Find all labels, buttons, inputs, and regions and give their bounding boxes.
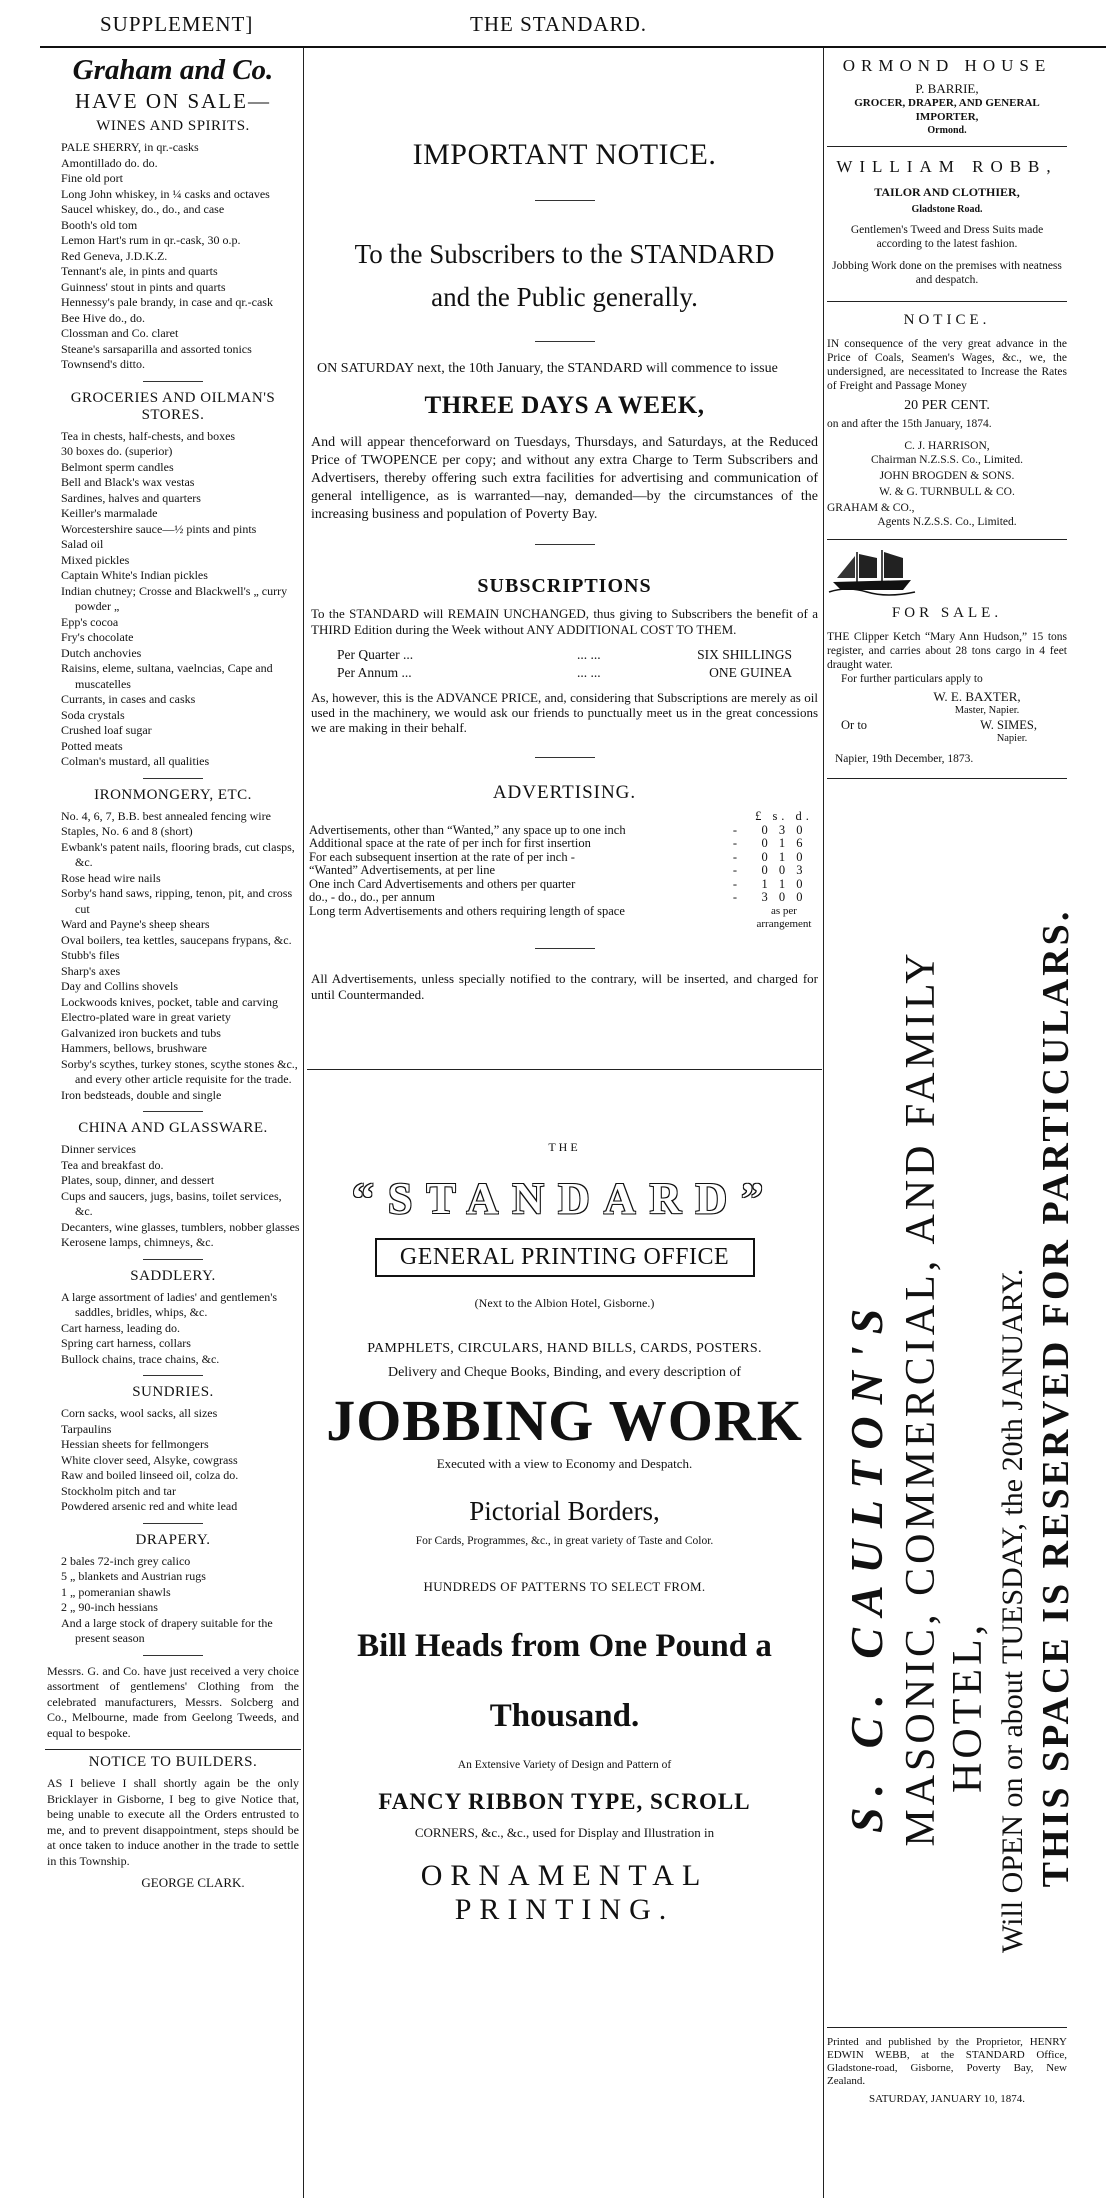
list-item: Fry's chocolate [61, 630, 134, 644]
list-item: Potted meats [61, 738, 123, 753]
list-item: Corn sacks, wool sacks, all sizes [61, 1406, 218, 1420]
fancy-ribbon-type-heading: FANCY RIBBON TYPE, SCROLL [378, 1788, 751, 1814]
subscribers-line-2: and the Public generally. [431, 282, 698, 312]
right-column [827, 48, 1077, 2178]
supplement-label: SUPPLEMENT] [100, 12, 254, 36]
builders-text: AS I believe I shall shortly again be the only Bricklayer in Gisborne, I beg to give Notice that, being unable to execute all the Orders entrusted to me, and to prevent disappointment, steps should be at once taken to induce another in the trade to settle in this Township. [47, 1776, 299, 1868]
robb-trade: TAILOR AND CLOTHIER, [874, 185, 1020, 199]
table-row: Additional space at the rate of per inch for first insertion - 0 1 6 [309, 836, 807, 850]
robb-line-2: Jobbing Work done on the premises with neatness and despatch. [832, 260, 1062, 286]
divider [535, 544, 595, 545]
list-item: Tarpaulins [61, 1421, 112, 1436]
hotel-word: HOTEL, [945, 1620, 991, 1793]
list-item: And a large stock of drapery suitable for the present season [61, 1615, 273, 1645]
ironmongery-list [45, 809, 301, 1104]
divider [143, 1259, 203, 1260]
robb-place: Gladstone Road. [911, 204, 983, 215]
for-sale-text: THE Clipper Ketch “Mary Ann Hudson,” 15 tons register, and carries about 28 tons cargo in 4 feet draught water. [827, 631, 1067, 671]
list-item: Long John whiskey, in ¼ casks and octaves [61, 186, 270, 201]
list-item: Steane's sarsaparilla and assorted tonics [61, 341, 252, 356]
hotel-name: MASONIC, COMMERCIAL, AND FAMILY [898, 949, 944, 1847]
list-item: Sorby's hand saws, ripping, tenon, pit, and cross cut [61, 886, 293, 916]
list-item: Electro-plated ware in great variety [61, 1010, 231, 1024]
advertising-rates-table [309, 810, 820, 932]
list-item: 2 „ 90-inch hessians [61, 1600, 158, 1614]
divider [45, 1749, 301, 1750]
list-item: Stubb's files [61, 948, 120, 962]
three-days-heading: THREE DAYS A WEEK, [424, 392, 705, 419]
notice-signatory: GRAHAM & CO., [827, 502, 915, 514]
price-row: Per Quarter ... ... ... SIX SHILLINGS [337, 647, 792, 662]
pictorial-borders-heading: Pictorial Borders, [469, 1495, 660, 1526]
for-sale-date: Napier, 19th December, 1873. [835, 753, 974, 765]
list-item: Bullock chains, trace chains, &c. [61, 1351, 220, 1366]
advertising-heading: ADVERTISING. [492, 782, 637, 803]
list-item: Belmont sperm candles [61, 459, 174, 474]
list-item: 30 boxes do. (superior) [61, 444, 173, 458]
notice-signatory-role: Agents N.Z.S.S. Co., Limited. [877, 516, 1017, 528]
list-item: Sardines, halves and quarters [61, 490, 201, 505]
pamphlets-line: PAMPHLETS, CIRCULARS, HAND BILLS, CARDS, POSTERS. [367, 1340, 762, 1356]
list-item: A large assortment of ladies' and gentlemen's saddles, bridles, whips, &c. [61, 1289, 278, 1319]
saturday-notice: ON SATURDAY next, the 10th January, the STANDARD will commence to issue [317, 361, 778, 376]
list-item: Stockholm pitch and tar [61, 1483, 176, 1498]
divider [827, 146, 1067, 147]
list-item: Lockwoods knives, pocket, table and carving [61, 994, 278, 1009]
list-item: Bell and Black's wax vestas [61, 475, 195, 489]
list-item: Hessian sheets for fellmongers [61, 1437, 209, 1451]
important-notice-title: IMPORTANT NOTICE. [412, 138, 717, 171]
center-column [307, 48, 822, 2178]
for-sale-ad [827, 540, 1067, 766]
imprint-text: Printed and published by the Proprietor, HENRY EDWIN WEBB, at the STANDARD Office, Gladstone-road, Gisborne, Poverty Bay, New Zealand. [827, 2036, 1067, 2087]
price-row: Per Annum ... ... ... ONE GUINEA [337, 665, 792, 680]
list-item: Dutch anchovies [61, 645, 142, 660]
list-item: Lemon Hart's rum in qr.-cask, 30 o.p. [61, 233, 241, 247]
list-item: Rose head wire nails [61, 870, 161, 885]
list-item: Sharp's axes [61, 963, 121, 978]
corners-line: CORNERS, &c., &c., used for Display and Illustration in [414, 1824, 715, 1840]
list-item: Sorby's scythes, turkey stones, scythe stones &c., and every other article requisite for the trade. [61, 1056, 298, 1086]
saddlery-heading: SADDLERY. [130, 1267, 216, 1284]
list-item: Worcestershire sauce—½ pints and pints [61, 521, 257, 536]
freight-notice-ad [827, 312, 1067, 529]
divider [143, 1111, 203, 1112]
subscriptions-heading: SUBSCRIPTIONS [477, 575, 652, 597]
notice-title: NOTICE. [903, 312, 991, 328]
imprint-date: SATURDAY, JANUARY 10, 1874. [868, 2093, 1026, 2105]
drapery-list [45, 1554, 301, 1647]
divider [535, 948, 595, 949]
general-printing-office-banner: GENERAL PRINTING OFFICE [375, 1238, 755, 1277]
list-item: Cart harness, leading do. [61, 1320, 180, 1335]
notice-signatory: W. & G. TURNBULL & CO. [879, 486, 1015, 498]
list-item: Oval boilers, tea kettles, saucepans frypans, &c. [61, 932, 292, 947]
ironmongery-heading: IRONMONGERY, ETC. [94, 786, 252, 803]
divider [143, 1523, 203, 1524]
hundreds-line: HUNDREDS OF PATTERNS TO SELECT FROM. [423, 1578, 706, 1594]
ormond-house-ad [827, 56, 1067, 138]
notice-signatory: C. J. HARRISON, [904, 440, 990, 452]
price-list [337, 646, 792, 682]
table-header: £ s. d. [755, 809, 813, 823]
table-row: One inch Card Advertisements and others per quarter - 1 1 0 [309, 876, 807, 891]
divider [143, 778, 203, 779]
list-item: Salad oil [61, 537, 104, 551]
list-item: Decanters, wine glasses, tumblers, nobber glasses [61, 1219, 300, 1234]
wines-list [45, 140, 301, 373]
list-item: Raw and boiled linseed oil, colza do. [61, 1468, 239, 1482]
notice-text: IN consequence of the very great advance in the Price of Coals, Seamen's Wages, &c., we, the undersigned, are necessitated to Increase the Rates of Freight and Passage Money [827, 338, 1067, 392]
list-item: White clover seed, Alsyke, cowgrass [61, 1452, 238, 1467]
list-item: No. 4, 6, 7, B.B. best annealed fencing wire [61, 808, 271, 823]
paper-title: THE STANDARD. [470, 12, 647, 36]
advance-price-paragraph: As, however, this is the ADVANCE PRICE, and, considering that Subscriptions are merely as oil used in the machinery, we would ask our friends to punctually meet us in the great concessions we are making in their behalf. [311, 690, 818, 735]
frequency-paragraph: And will appear thenceforward on Tuesdays, Thursdays, and Saturdays, at the Reduced Price of TWOPENCE per copy; and without any extra Charge to Term Subscribers and Advertisers, thereby offering such extra facilities for advertising and communication of general intelligence, as is warranted—nay, demanded—by the circumstances of the increasing business and population of Poverty Bay. [311, 435, 818, 522]
ormond-trade: GROCER, DRAPER, AND GENERAL IMPORTER, [854, 97, 1040, 123]
list-item: Red Geneva, J.D.K.Z. [61, 248, 168, 263]
imprint [827, 2036, 1067, 2106]
list-item: Staples, No. 6 and 8 (short) [61, 824, 193, 838]
for-sale-contact-role: Master, Napier. [954, 705, 1020, 716]
notice-date: on and after the 15th January, 1874. [827, 418, 992, 430]
divider [535, 200, 595, 201]
william-robb-ad [827, 157, 1067, 287]
list-item: 2 bales 72-inch grey calico [61, 1553, 191, 1568]
divider [827, 301, 1067, 302]
list-item: Cups and saucers, jugs, basins, toilet services, &c. [61, 1188, 282, 1218]
table-row: “Wanted” Advertisements, at per line - 0 0 3 [309, 863, 807, 877]
ormond-name: P. BARRIE, [915, 81, 979, 96]
list-item: Ewbank's patent nails, flooring brads, cut clasps, &c. [61, 839, 295, 869]
divider [827, 2027, 1067, 2028]
jobbing-work-heading: JOBBING WORK [326, 1387, 803, 1453]
subscriptions-paragraph: To the STANDARD will REMAIN UNCHANGED, thus giving to Subscribers the benefit of a THIRD Edition during the Week without ANY ADDITIONAL COST TO THEM. [311, 606, 818, 637]
list-item: Bee Hive do., do. [61, 310, 145, 325]
for-sale-contact-place: Napier. [996, 733, 1028, 744]
list-item: PALE SHERRY, in qr.-casks [61, 140, 199, 154]
china-heading: CHINA AND GLASSWARE. [78, 1120, 268, 1136]
office-address: (Next to the Albion Hotel, Gisborne.) [474, 1295, 655, 1310]
builders-signature: GEORGE CLARK. [141, 1875, 245, 1890]
list-item: Tennant's ale, in pints and quarts [61, 264, 218, 278]
hotel-announcement [827, 783, 1077, 2013]
bill-heads-line-2: Thousand. [489, 1697, 640, 1734]
wines-heading: WINES AND SPIRITS. [96, 118, 250, 134]
divider [143, 381, 203, 382]
hotel-proprietor: S. C. CAULTON'S [841, 1296, 892, 1833]
list-item: Colman's mustard, all qualities [61, 754, 210, 768]
divider [143, 1375, 203, 1376]
delivery-line: Delivery and Cheque Books, Binding, and every description of [387, 1364, 742, 1380]
groceries-heading: GROCERIES AND OILMAN'S STORES. [70, 389, 276, 423]
for-sale-apply: For further particulars apply to [841, 673, 983, 685]
sundries-heading: SUNDRIES. [132, 1384, 214, 1400]
drapery-heading: DRAPERY. [135, 1531, 211, 1548]
notice-signatory: JOHN BROGDEN & SONS. [879, 470, 1015, 482]
list-item: Amontillado do. do. [61, 155, 158, 170]
divider [535, 341, 595, 342]
table-row: Long term Advertisements and others requiring length of space as per arrangement [309, 903, 812, 930]
bill-heads-line-1: Bill Heads from One Pound a [357, 1627, 772, 1664]
list-item: 5 „ blankets and Austrian rugs [61, 1569, 206, 1583]
standard-title: “STANDARD” [351, 1173, 778, 1223]
list-item: Raisins, eleme, sultana, vaelncias, Cape and muscatelles [61, 661, 273, 691]
divider [827, 778, 1067, 779]
list-item: Spring cart harness, collars [61, 1336, 191, 1350]
clothing-notice: Messrs. G. and Co. have just received a very choice assortment of gentlemens' Clothing from the celebrated manufacturers, Messrs. Solcberg and Co., Melbourne, made from Geelong Tweeds, and equal to bespoke. [47, 1663, 299, 1740]
list-item: Keiller's marmalade [61, 506, 158, 520]
list-item: Iron bedsteads, double and single [61, 1087, 222, 1102]
economy-line: Executed with a view to Economy and Despatch. [436, 1455, 693, 1471]
list-item: Indian chutney; Crosse and Blackwell's „ curry powder „ [61, 583, 288, 613]
list-item: Powdered arsenic red and white lead [61, 1499, 238, 1513]
for-sale-title: FOR SALE. [891, 605, 1003, 621]
masthead [0, 0, 1114, 48]
divider [307, 1069, 822, 1070]
list-item: Ward and Payne's sheep shears [61, 917, 210, 931]
table-row: do., - do., do., per annum - 3 0 0 [309, 890, 807, 904]
saddlery-list [45, 1290, 301, 1368]
builders-heading: NOTICE TO BUILDERS. [88, 1754, 258, 1770]
advertisements-note: All Advertisements, unless specially notified to the contrary, will be inserted, and charged for until Countermanded. [311, 970, 818, 1002]
list-item: Currants, in cases and casks [61, 692, 196, 706]
have-on-sale: HAVE ON SALE— [75, 89, 271, 113]
robb-line-1: Gentlemen's Tweed and Dress Suits made according to the latest fashion. [850, 224, 1044, 250]
ship-icon [827, 546, 917, 594]
list-item: Hammers, bellows, brushware [61, 1041, 207, 1055]
table-row: Advertisements, other than “Wanted,” any space up to one inch - 0 3 0 [309, 822, 807, 837]
cards-line: For Cards, Programmes, &c., in great variety of Taste and Color. [415, 1534, 714, 1547]
list-item: Guinness' stout in pints and quarts [61, 279, 226, 294]
for-sale-contact: W. E. BAXTER, [933, 689, 1021, 704]
list-item: Kerosene lamps, chimneys, &c. [61, 1235, 214, 1249]
notice-signatory-role: Chairman N.Z.S.S. Co., Limited. [870, 454, 1024, 466]
ormond-place: Ormond. [927, 125, 967, 136]
divider [143, 1655, 203, 1656]
hotel-opening: Will OPEN on or about TUESDAY, the 20th JANUARY. [996, 1268, 1029, 1953]
list-item: Soda crystals [61, 707, 125, 722]
list-item: Dinner services [61, 1142, 136, 1156]
list-item: 1 „ pomeranian shawls [61, 1584, 171, 1599]
china-list [45, 1142, 301, 1251]
ormond-title: ORMOND HOUSE [842, 56, 1052, 75]
groceries-list [45, 429, 301, 770]
list-item: Day and Collins shovels [61, 979, 178, 993]
list-item: Plates, soup, dinner, and dessert [61, 1173, 215, 1187]
list-item: Fine old port [61, 171, 123, 185]
column-rule-right [823, 48, 824, 2198]
sundries-list [45, 1406, 301, 1515]
for-sale-or: Or to W. SIMES, [841, 718, 1037, 732]
left-column [45, 48, 301, 2178]
list-item: Clossman and Co. claret [61, 326, 179, 340]
robb-title: WILLIAM ROBB, [836, 157, 1058, 176]
reserved-notice: THIS SPACE IS RESERVED FOR PARTICULARS. [1035, 908, 1077, 1888]
list-item: Townsend's ditto. [61, 357, 145, 371]
list-item: Epp's cocoa [61, 614, 119, 629]
list-item: Hennessy's pale brandy, in case and qr.-cask [61, 295, 273, 309]
list-item: Tea in chests, half-chests, and boxes [61, 428, 236, 443]
ornamental-printing-heading: ORNAMENTAL PRINTING. [420, 1858, 709, 1926]
extensive-variety-line: An Extensive Variety of Design and Pattern of [457, 1758, 672, 1771]
graham-brand: Graham and Co. [72, 54, 274, 86]
list-item: Booth's old tom [61, 217, 138, 232]
list-item: Tea and breakfast do. [61, 1157, 164, 1172]
notice-percent: 20 PER CENT. [904, 398, 990, 413]
list-item: Saucel whiskey, do., do., and case [61, 202, 225, 216]
the-label: THE [548, 1139, 581, 1154]
list-item: Crushed loaf sugar [61, 723, 152, 737]
table-row: For each subsequent insertion at the rate of per inch - - 0 1 0 [309, 849, 807, 864]
subscribers-line-1: To the Subscribers to the STANDARD [354, 239, 775, 269]
list-item: Captain White's Indian pickles [61, 568, 208, 582]
column-rule-left [303, 48, 304, 2198]
list-item: Mixed pickles [61, 552, 130, 567]
list-item: Galvanized iron buckets and tubs [61, 1025, 221, 1040]
divider [535, 757, 595, 758]
